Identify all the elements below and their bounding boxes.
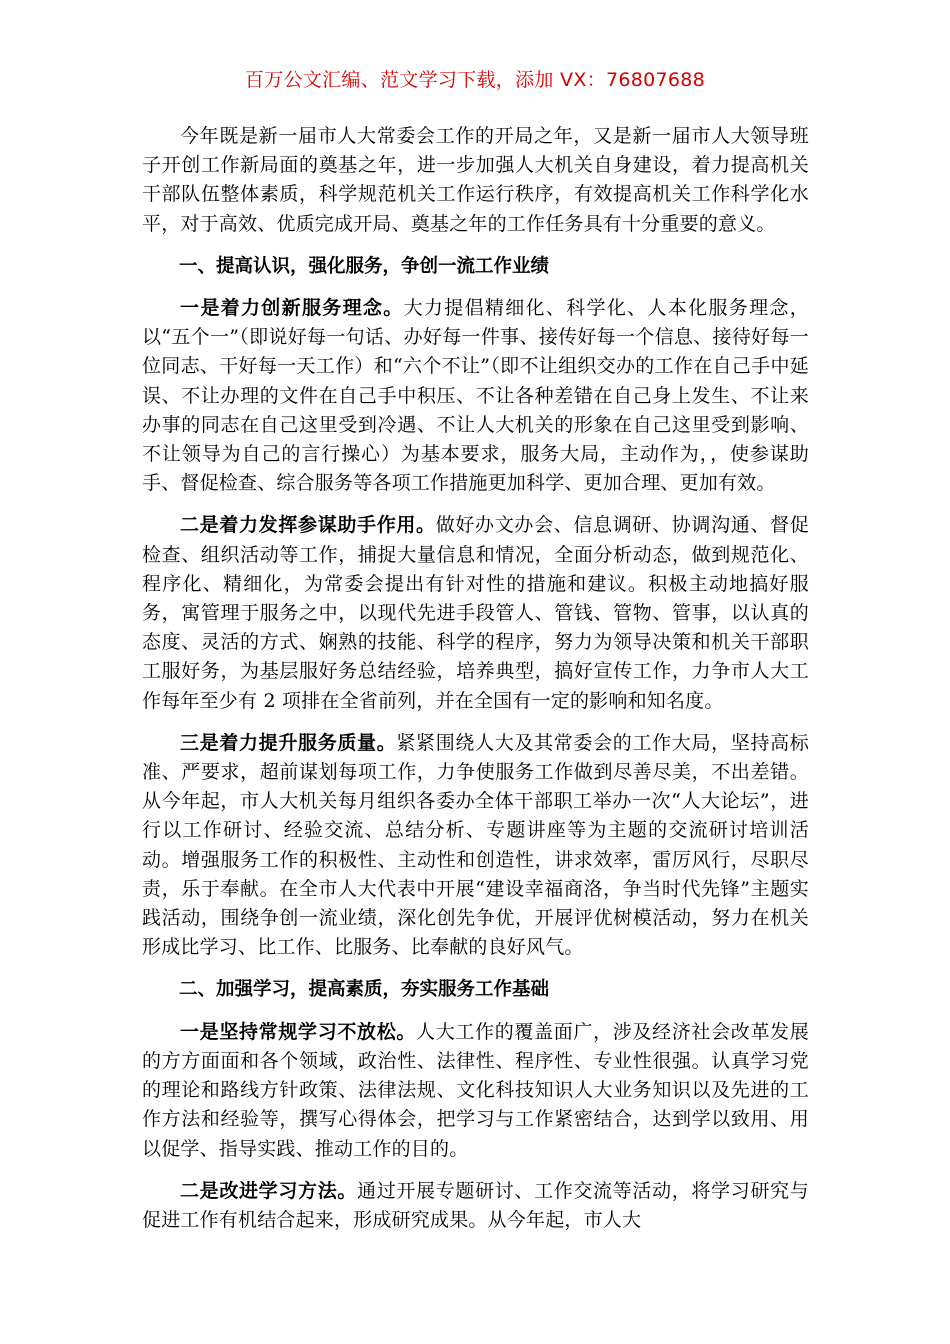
section-heading-1: 一、提高认识，强化服务，争创一流工作业绩 <box>179 255 550 277</box>
item-body: 人大工作的覆盖面广，涉及经济社会改革发展的方方面面和各个领域，政治性、法律性、程序性、专业性很强。认真学习党的理论和路线方针政策、法律法规、文化科技知识人大业务知识以及先进的工作方法和经验等，撰写心得体会，把学习与工作紧密结合，达到学以致用、用以促学、指导实践、推动工作的目的。 <box>142 1020 809 1160</box>
item-lead: 二是改进学习方法。 <box>180 1179 358 1202</box>
document-body <box>142 122 809 1248</box>
item-body: 紧紧围绕人大及其常委会的工作大局，坚持高标准、严要求，超前谋划每项工作，力争使服务工作做到尽善尽美，不出差错。从今年起，市人大机关每月组织各委办全体干部职工举办一次“人大论坛”，进行以工作研讨、经验交流、总结分析、专题讲座等为主题的交流研讨培训活动。增强服务工作的积极性、主动性和创造性，讲求效率，雷厉风行，尽职尽责，乐于奉献。在全市人大代表中开展“建设幸福商洛，争当时代先锋”主题实践活动，围绕争创一流业绩，深化创先争优，开展评优树模活动，努力在机关形成比学习、比工作、比服务、比奉献的良好风气。 <box>142 731 810 959</box>
item-lead: 一是着力创新服务理念。 <box>180 297 404 320</box>
section1-item-3 <box>142 729 809 963</box>
section-heading-2: 二、加强学习，提高素质，夯实服务工作基础 <box>179 979 550 1001</box>
item-lead: 二是着力发挥参谋助手作用。 <box>180 514 436 537</box>
item-lead: 一是坚持常规学习不放松。 <box>180 1020 417 1043</box>
section2-item-2 <box>142 1177 809 1235</box>
section1-item-1 <box>142 294 809 498</box>
item-body: 做好办文办会、信息调研、协调沟通、督促检查、组织活动等工作，捕捉大量信息和情况，全面分析动态，做到规范化、程序化、精细化，为常委会提出有针对性的措施和建议。积极主动地搞好服务，寓管理于服务之中，以现代先进手段管人、管钱、管物、管事，以认真的态度、灵活的方式、娴熟的技能、科学的程序，努力为领导决策和机关干部职工服好务，为基层服好务总结经验，培养典型，搞好宣传工作，力争市人大工作每年至少有 2 项排在全省前列，并在全国有一定的影响和知名度。 <box>142 514 809 712</box>
item-body: 大力提倡精细化、科学化、人本化服务理念，以“五个一”（即说好每一句话、办好每一件事、接传好每一个信息、接待好每一位同志、干好每一天工作）和“六个不让”（即不让组织交办的工作在自己手中延误、不让办理的文件在自己手中积压、不让各种差错在自己身上发生、不让来办事的同志在自己这里受到冷遇、不让人大机关的形象在自己这里受到影响、不让领导为自己的言行操心）为基本要求，服务大局，主动作为，，使参谋助手、督促检查、综合服务等各项工作措施更加科学、更加合理、更加有效。 <box>142 297 809 495</box>
watermark-header: 百万公文汇编、范文学习下载，添加 VX：76807688 <box>244 69 706 91</box>
section2-item-1 <box>142 1018 809 1164</box>
intro-paragraph: 今年既是新一届市人大常委会工作的开局之年，又是新一届市人大领导班子开创工作新局面的奠基之年，进一步加强人大机关自身建设，着力提高机关干部队伍整体素质，科学规范机关工作运行秩序，有效提高机关工作科学化水平，对于高效、优质完成开局、奠基之年的工作任务具有十分重要的意义。 <box>142 125 809 235</box>
item-lead: 三是着力提升服务质量。 <box>180 731 397 754</box>
section1-item-2 <box>142 511 809 715</box>
item-body: 通过开展专题研讨、工作交流等活动，将学习研究与促进工作有机结合起来，形成研究成果。从今年起，市人大 <box>142 1179 809 1231</box>
